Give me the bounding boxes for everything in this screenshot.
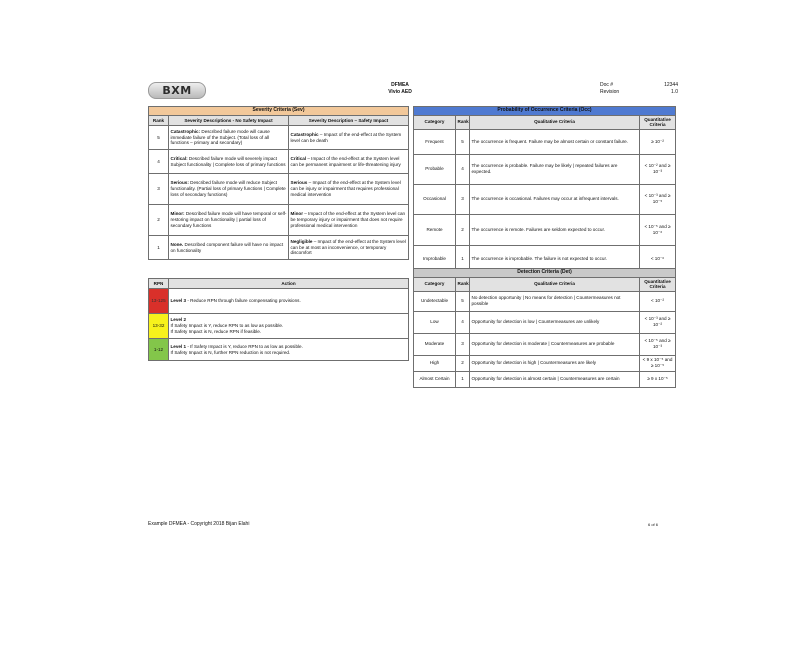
detection-rank: 3 [456,333,470,355]
detection-quantitative: < 10⁻² [640,291,676,311]
severity-table [148,106,409,260]
detection-header-qualitative: Qualitative Criteria [470,278,640,292]
severity-header-safety: Severity Description – Safety Impact [289,116,409,126]
rpn-range-yellow: 13-32 [149,314,169,339]
table-row [414,291,676,311]
table-row [414,333,676,355]
bxm-logo: BXM [148,82,206,99]
table-row [149,174,409,205]
rpn-action: Level 3 - Reduce RPN through failure compensating provisions. [169,289,409,314]
title-line-1: DFMEA [391,82,409,88]
detection-header-category: Category [414,278,456,292]
severity-rank: 5 [149,126,169,150]
detection-rank: 2 [456,355,470,371]
occurrence-rank: 4 [456,154,470,184]
table-row [149,236,409,260]
title-line-2: Vivio AED [388,89,412,95]
table-row [414,355,676,371]
detection-qualitative: Opportunity for detection is high | Countermeasures are likely [470,355,640,371]
occurrence-qualitative: The occurrence is occasional. Failures may occur at infrequent intervals. [470,184,640,214]
severity-no-safety: Serious: Described failure mode will reduce Subject functionality. (Partial loss of primary functions | Complete loss of secondary functions) [169,174,289,205]
action-header: Action [169,279,409,289]
severity-safety: Negligible – Impact of the end-effect at the System level can be at most an inconvenience, or temporary discomfort [289,236,409,260]
detection-quantitative: < 10⁻³ and ≥ 10⁻² [640,311,676,333]
occurrence-category: Improbable [414,245,456,272]
severity-header-no-safety: Severity Descriptions - No Safety Impact [169,116,289,126]
occurrence-qualitative: The occurrence is probable. Failure may be likely | repeated failures are expected. [470,154,640,184]
severity-rank: 3 [149,174,169,205]
table-row [149,150,409,174]
occurrence-rank: 5 [456,129,470,154]
detection-category: Almost Certain [414,371,456,387]
severity-rank: 1 [149,236,169,260]
table-row [414,371,676,387]
table-row [414,154,676,184]
detection-qualitative: Opportunity for detection is almost certain | Countermeasures are certain [470,371,640,387]
occurrence-caption: Probability of Occurrence Criteria (Occ) [414,107,676,116]
detection-category: High [414,355,456,371]
detection-quantitative: < 10⁻⁵ and ≥ 10⁻³ [640,333,676,355]
severity-safety: Critical – Impact of the end-effect at the System level can be permanent impairment or life-threatening injury [289,150,409,174]
detection-header-rank: Rank [456,278,470,292]
table-row [414,214,676,245]
revision-label: Revision [600,89,620,95]
rpn-action: Level 1 - If Safety Impact is Y, reduce RPN to as low as possible. If Safety Impact is N, further RPN reduction is not required. [169,339,409,361]
occurrence-category: Remote [414,214,456,245]
occurrence-header-rank: Rank [456,116,470,130]
detection-table [413,268,676,388]
severity-safety: Minor – Impact of the end-effect at the System level can be temporary injury or impairment that does not require professional medical intervention [289,205,409,236]
occurrence-header-category: Category [414,116,456,130]
rpn-table [148,278,409,361]
table-row [149,205,409,236]
detection-header-quantitative: Quantitative Criteria [640,278,676,292]
occurrence-qualitative: The occurrence is remote. Failures are seldom expected to occur. [470,214,640,245]
severity-safety: Catastrophic – Impact of the end-effect at the System level can be death [289,126,409,150]
table-row [149,289,409,314]
table-row [149,339,409,361]
detection-quantitative: ≥ 9 x 10⁻⁵ [640,371,676,387]
footer-copyright: Example DFMEA - Copyright 2018 Bijan Elahi [148,521,250,527]
severity-rank: 2 [149,205,169,236]
table-row [149,314,409,339]
footer-page-number: 6 of 6 [648,522,659,527]
occurrence-category: Frequent [414,129,456,154]
occurrence-quantitative: ≥ 10⁻² [640,129,676,154]
detection-rank: 1 [456,371,470,387]
occurrence-rank: 2 [456,214,470,245]
occurrence-rank: 1 [456,245,470,272]
occurrence-quantitative: < 10⁻⁵ and ≥ 10⁻⁶ [640,214,676,245]
rpn-action: Level 2 If Safety Impact is Y, reduce RPN to as low as possible. If Safety Impact is N, reduce RPN if feasible. [169,314,409,339]
occurrence-table [413,106,676,273]
severity-no-safety: Minor: Described failure mode will have temporal or self-restoring impact on functionality | partial loss of secondary functions [169,205,289,236]
detection-quantitative: < 9 x 10⁻⁵ and ≥ 10⁻⁵ [640,355,676,371]
detection-qualitative: No detection opportunity | No means for detection | Countermeasures not possible [470,291,640,311]
occurrence-category: Probable [414,154,456,184]
severity-no-safety: Critical: Described failure mode will severely impact Subject functionality | Complete loss of primary functions [169,150,289,174]
detection-qualitative: Opportunity for detection is low | Countermeasures are unlikely [470,311,640,333]
detection-category: Moderate [414,333,456,355]
severity-caption: Severity Criteria (Sev) [149,107,409,116]
severity-no-safety: Catastrophic: Described failure mode will cause immediate failure of the Subject. (Total loss of all functions – primary and secondary) [169,126,289,150]
doc-info [600,82,678,96]
rpn-range-green: 1-12 [149,339,169,361]
detection-category: Low [414,311,456,333]
occurrence-header-quantitative: Quantitative Criteria [640,116,676,130]
occurrence-quantitative: < 10⁻⁶ [640,245,676,272]
severity-no-safety: None. Described component failure will have no impact on functionality [169,236,289,260]
occurrence-header-qualitative: Qualitative Criteria [470,116,640,130]
severity-header-rank: Rank [149,116,169,126]
detection-rank: 5 [456,291,470,311]
revision-value: 1.0 [671,89,678,95]
table-row [414,129,676,154]
table-row [414,184,676,214]
rpn-range-red: 13-125 [149,289,169,314]
severity-rank: 4 [149,150,169,174]
occurrence-quantitative: < 10⁻³ and ≥ 10⁻⁵ [640,184,676,214]
detection-category: Undetectable [414,291,456,311]
table-row [149,126,409,150]
occurrence-category: Occasional [414,184,456,214]
document-title [360,82,440,96]
detection-caption: Detection Criteria (Det) [414,269,676,278]
detection-qualitative: Opportunity for detection is moderate | Countermeasures are probable [470,333,640,355]
occurrence-rank: 3 [456,184,470,214]
doc-value: 12344 [664,82,678,88]
doc-label: Doc # [600,82,614,88]
table-row [414,311,676,333]
detection-rank: 4 [456,311,470,333]
occurrence-quantitative: < 10⁻² and ≥ 10⁻³ [640,154,676,184]
rpn-header: RPN [149,279,169,289]
severity-safety: Serious – Impact of the end-effect at the System level can be injury or impairment that requires professional medical intervention [289,174,409,205]
occurrence-qualitative: The occurrence is frequent. Failure may be almost certain or constant failure. [470,129,640,154]
occurrence-qualitative: The occurrence is improbable. The failure is not expected to occur. [470,245,640,272]
